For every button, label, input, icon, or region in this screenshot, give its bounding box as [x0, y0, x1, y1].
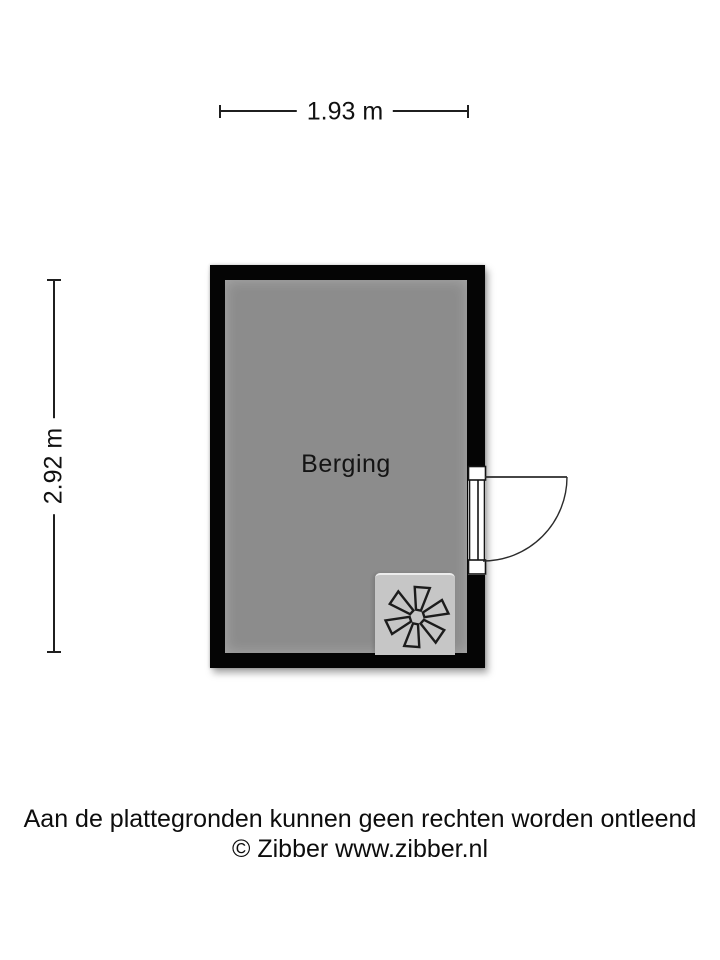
- room-label: Berging: [301, 450, 391, 478]
- dimension-width-tick-right: [467, 105, 469, 118]
- disclaimer-text: Aan de plattegronden kunnen geen rechten worden ontleend: [23, 805, 697, 833]
- dimension-height-label: 2.92 m: [40, 418, 69, 514]
- copyright-text: © Zibber www.zibber.nl: [231, 835, 489, 863]
- dimension-width-tick-left: [219, 105, 221, 118]
- dimension-height-tick-bottom: [47, 651, 61, 653]
- fan-icon: [375, 575, 455, 655]
- ventilation-unit: [375, 573, 455, 655]
- dimension-width-label: 1.93 m: [297, 98, 393, 127]
- door-swing-icon: [460, 460, 590, 580]
- footer: [0, 804, 720, 864]
- dimension-height-tick-top: [47, 279, 61, 281]
